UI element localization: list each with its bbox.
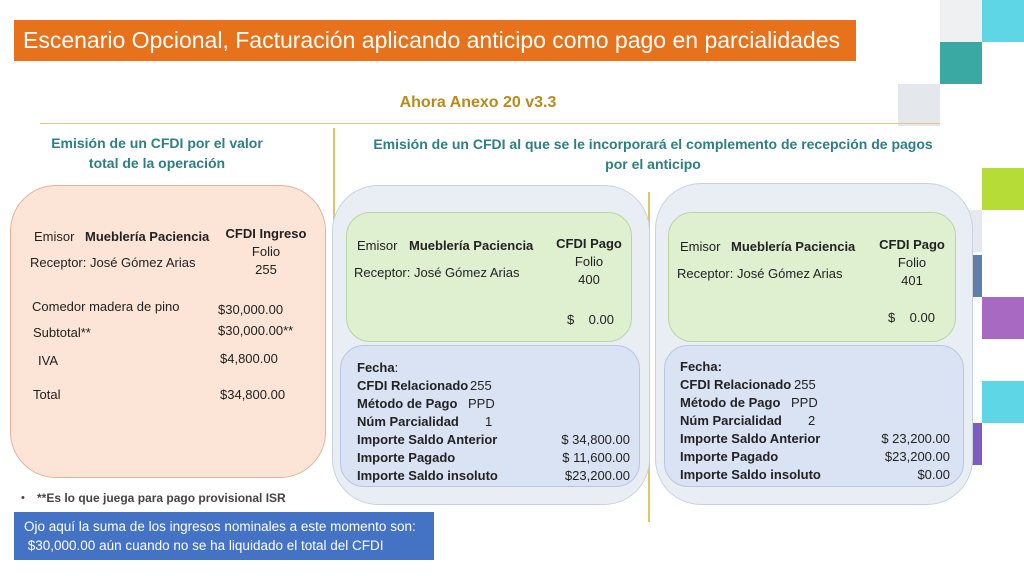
payment-2-parcialidad-label: Núm Parcialidad	[680, 413, 782, 428]
payment-1-pagado-label: Importe Pagado	[357, 450, 456, 465]
total-label: Total	[33, 387, 61, 402]
left-emisor-label: Emisor	[34, 229, 75, 244]
payment-2-parcialidad-value: 2	[808, 413, 816, 428]
decor-square-gray-1	[940, 0, 982, 42]
concept-description: Comedor madera de pino	[32, 299, 180, 314]
payment-1-metodo-label: Método de Pago	[357, 396, 458, 411]
left-cfdi-type: CFDI Ingreso	[225, 226, 307, 241]
decor-square-cyan-mid	[982, 381, 1024, 423]
payment-2-insoluto-value: $0.00	[917, 467, 950, 482]
decor-square-purple-1	[982, 297, 1024, 339]
payment-2-insoluto-label: Importe Saldo insoluto	[680, 467, 821, 482]
decor-square-gray-2	[898, 84, 940, 126]
payment-1-insoluto-label: Importe Saldo insoluto	[357, 468, 498, 483]
footnote-bullet: •	[21, 492, 25, 504]
payment-2-emisor-label: Emisor	[680, 239, 721, 254]
payment-1-parcialidad-value: 1	[485, 414, 493, 429]
slide-title: Escenario Opcional, Facturación aplicando anticipo como pago en parcialidades	[14, 20, 856, 61]
payment-2-cfdi-type: CFDI Pago	[879, 237, 945, 252]
right-heading-line1: Emisión de un CFDI al que se le incorporará el complemento de recepción de pagos	[373, 136, 933, 152]
payment-1-parcialidad-label: Núm Parcialidad	[357, 414, 459, 429]
left-folio-number: 255	[255, 262, 277, 277]
left-emisor-name: Mueblería Paciencia	[85, 229, 210, 244]
payment-2-rel-label: CFDI Relacionado	[680, 377, 792, 392]
payment-1-pagado-value: $ 11,600.00	[562, 450, 630, 465]
decor-square-cyan-top	[982, 0, 1024, 42]
payment-1-anterior-label: Importe Saldo Anterior	[357, 432, 498, 447]
payment-2-anterior-value: $ 23,200.00	[881, 431, 950, 446]
payment-1-receptor: Receptor: José Gómez Arias	[354, 265, 520, 280]
payment-2-anterior-label: Importe Saldo Anterior	[680, 431, 821, 446]
payment-1-rel-value: 255	[470, 378, 492, 393]
subtotal-amount: $30,000.00**	[218, 323, 294, 338]
payment-1-fecha-text: Fecha	[357, 360, 395, 375]
left-heading-line2: total de la operación	[88, 155, 226, 171]
payment-2-emisor-name: Mueblería Paciencia	[731, 239, 856, 254]
payment-2-folio-label: Folio	[897, 255, 927, 270]
payment-2-pagado-value: $23,200.00	[884, 449, 950, 464]
payment-1-metodo-value: PPD	[468, 396, 495, 411]
decor-square-lime	[982, 168, 1024, 210]
payment-1-folio-number: 400	[578, 272, 600, 287]
payment-2-receptor: Receptor: José Gómez Arias	[677, 266, 843, 281]
payment-2-metodo-value: PPD	[791, 395, 818, 410]
right-column-heading	[345, 134, 961, 174]
decor-square-teal	[940, 42, 982, 84]
left-column-heading	[22, 133, 292, 173]
payment-1-folio-label: Folio	[574, 254, 604, 269]
payment-1-rel-label: CFDI Relacionado	[357, 378, 469, 393]
note-line1: Ojo aquí la suma de los ingresos nominales a este momento son:	[24, 519, 416, 534]
payment-1-anterior-value: $ 34,800.00	[561, 432, 630, 447]
left-heading-line1: Emisión de un CFDI por el valor	[51, 135, 263, 151]
subtotal-label: Subtotal**	[33, 325, 91, 340]
payment-2-metodo-label: Método de Pago	[680, 395, 781, 410]
payment-1-fecha-label	[357, 360, 398, 375]
iva-amount: $4,800.00	[220, 351, 278, 366]
right-heading-line2: por el anticipo	[605, 156, 701, 172]
payment-2-rel-value: 255	[794, 377, 816, 392]
iva-label: IVA	[38, 353, 58, 368]
left-receptor: Receptor: José Gómez Arias	[30, 255, 196, 270]
payment-1-cfdi-type: CFDI Pago	[556, 236, 622, 251]
payment-2-pagado-label: Importe Pagado	[680, 449, 779, 464]
payment-1-emisor-label: Emisor	[357, 238, 398, 253]
subtitle-divider	[40, 123, 940, 124]
payment-2-fecha-label	[680, 359, 722, 374]
payment-1-fecha-colon: :	[394, 360, 399, 375]
left-folio-label: Folio	[251, 244, 281, 259]
payment-1-amount: $ 0.00	[567, 312, 614, 327]
payment-2-amount: $ 0.00	[888, 310, 935, 325]
footnote-text: **Es lo que juega para pago provisional ISR	[37, 491, 286, 505]
payment-1-emisor-name: Mueblería Paciencia	[409, 238, 534, 253]
subtitle: Ahora Anexo 20 v3.3	[399, 94, 557, 111]
note-line2: $30,000.00 aún cuando no se ha liquidado el total del CFDI	[24, 538, 384, 553]
payment-2-fecha-text: Fecha:	[680, 359, 722, 374]
payment-2-folio-number: 401	[901, 273, 923, 288]
payment-1-insoluto-value: $23,200.00	[564, 468, 630, 483]
total-amount: $34,800.00	[220, 387, 286, 402]
concept-amount: $30,000.00	[218, 302, 284, 317]
note-callout	[14, 512, 434, 560]
